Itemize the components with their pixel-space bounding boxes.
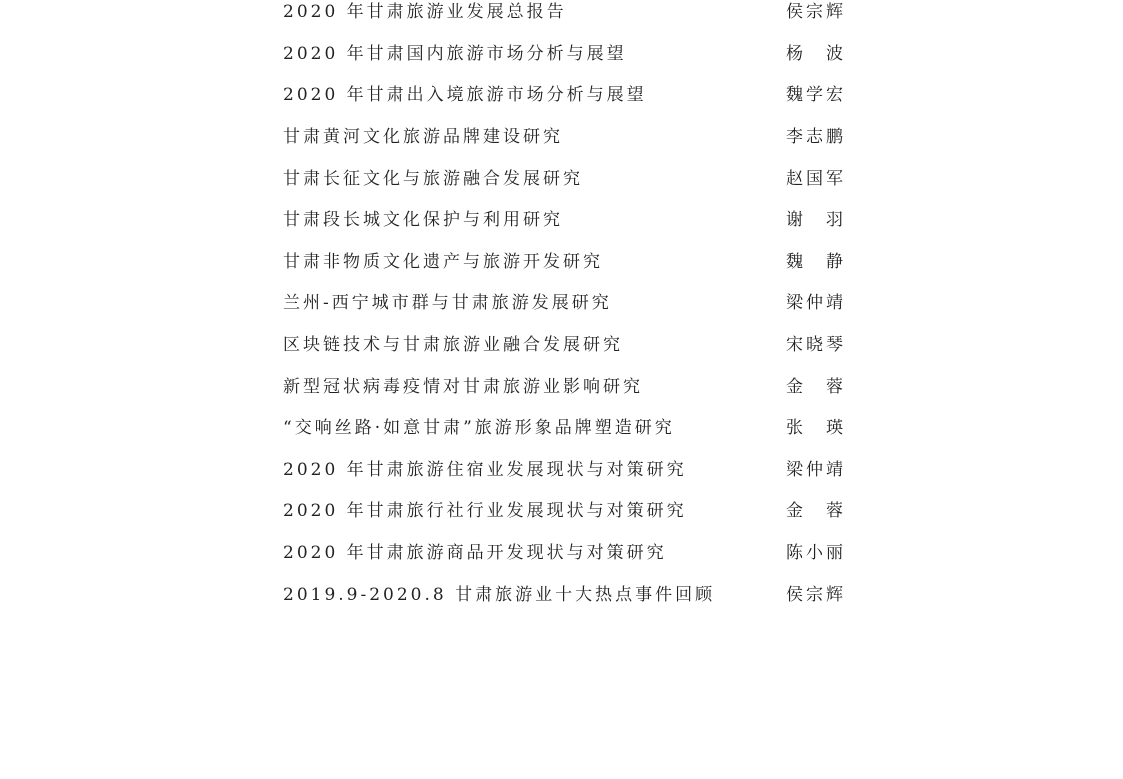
- entry-author: 魏 静: [786, 251, 846, 272]
- entry-author: 李志鹏: [786, 127, 846, 148]
- toc-entry: [283, 197, 846, 239]
- toc-entry: [283, 530, 846, 572]
- entry-author: 梁仲靖: [786, 459, 846, 480]
- entry-author: 侯宗辉: [786, 584, 846, 605]
- entry-title: 甘肃黄河文化旅游品牌建设研究: [283, 127, 563, 148]
- toc-entry: [283, 0, 846, 31]
- entry-title: 2020 年甘肃出入境旅游市场分析与展望: [283, 85, 647, 106]
- toc-entry: [283, 155, 846, 197]
- toc-entry: [283, 363, 846, 405]
- entry-title: 甘肃段长城文化保护与利用研究: [283, 210, 563, 231]
- entry-author: 梁仲靖: [786, 293, 846, 314]
- toc-entry: [283, 31, 846, 73]
- toc-entry: [283, 280, 846, 322]
- entry-title: 2020 年甘肃旅游商品开发现状与对策研究: [283, 543, 667, 564]
- table-of-contents: [283, 0, 846, 613]
- toc-entry: [283, 114, 846, 156]
- entry-author: 宋晓琴: [786, 335, 846, 356]
- entry-author: 张 瑛: [786, 418, 846, 439]
- entry-title: 甘肃非物质文化遗产与旅游开发研究: [283, 251, 603, 272]
- entry-author: 魏学宏: [786, 85, 846, 106]
- toc-entry: [283, 405, 846, 447]
- toc-entry: [283, 322, 846, 364]
- entry-author: 赵国军: [786, 168, 846, 189]
- entry-title: 区块链技术与甘肃旅游业融合发展研究: [283, 335, 623, 356]
- entry-title: “交响丝路·如意甘肃”旅游形象品牌塑造研究: [283, 418, 675, 439]
- toc-entry: [283, 239, 846, 281]
- entry-title: 2019.9-2020.8 甘肃旅游业十大热点事件回顾: [283, 584, 716, 605]
- entry-author: 金 蓉: [786, 376, 846, 397]
- toc-entry: [283, 72, 846, 114]
- entry-title: 新型冠状病毒疫情对甘肃旅游业影响研究: [283, 376, 643, 397]
- entry-title: 2020 年甘肃旅游业发展总报告: [283, 2, 567, 23]
- entry-title: 甘肃长征文化与旅游融合发展研究: [283, 168, 583, 189]
- entry-author: 金 蓉: [786, 501, 846, 522]
- entry-author: 侯宗辉: [786, 2, 846, 23]
- toc-entry: [283, 488, 846, 530]
- entry-author: 杨 波: [786, 43, 846, 64]
- entry-title: 2020 年甘肃国内旅游市场分析与展望: [283, 43, 627, 64]
- entry-author: 谢 羽: [786, 210, 846, 231]
- entry-title: 2020 年甘肃旅游住宿业发展现状与对策研究: [283, 459, 687, 480]
- entry-author: 陈小丽: [786, 543, 846, 564]
- toc-entry: [283, 571, 846, 613]
- toc-entry: [283, 447, 846, 489]
- entry-title: 2020 年甘肃旅行社行业发展现状与对策研究: [283, 501, 687, 522]
- entry-title: 兰州-西宁城市群与甘肃旅游发展研究: [283, 293, 612, 314]
